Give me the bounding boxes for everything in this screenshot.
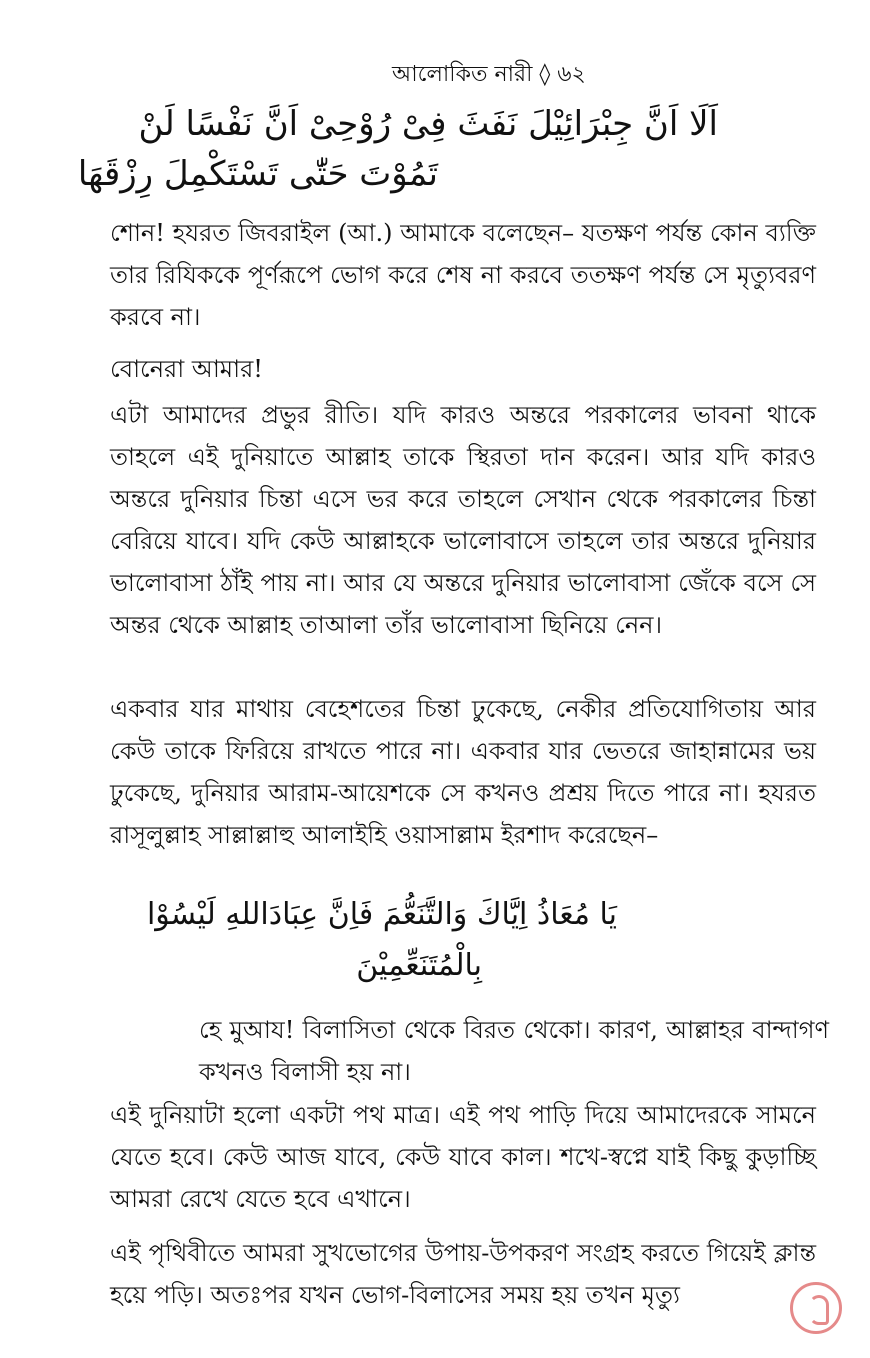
- paragraph-3: এটা আমাদের প্রভুর রীতি। যদি কারও অন্তরে পরকালের ভাবনা থাকে তাহলে এই দুনিয়াতে আল্লাহ তাকে স্থিরতা দান করেন। আর যদি কারও অন্তরে দুনিয়ার চিন্তা এসে ভর করে তাহলে সেখান থেকে পরকালের চিন্তা বেরিয়ে যাবে। যদি কেউ আল্লাহকে ভালোবাসে তাহলে তার অন্তরে দুনিয়ার ভালোবাসা ঠাঁই পায় না। আর যে অন্তরে দুনিয়ার ভালোবাসা জেঁকে বসে সে অন্তর থেকে আল্লাহ তাআলা তাঁর ভালোবাসা ছিনিয়ে নেন।: [110, 401, 816, 639]
- circular-logo-stamp-icon: [790, 1282, 842, 1334]
- hadith-arabic-line-1: يَا مُعَاذُ اِيَّاكَ وَالتَّنَعُّمَ فَاِنَّ عِبَادَاللهِ لَيْسُوْا: [146, 897, 617, 932]
- paragraph-4: একবার যার মাথায় বেহেশতের চিন্তা ঢুকেছে, নেকীর প্রতিযোগিতায় আর কেউ তাকে ফিরিয়ে রাখতে পারে না। একবার যার ভেতরে জাহান্নামের ভয় ঢুকেছে, দুনিয়ার আরাম-আয়েশকে সে কখনও প্রশ্রয় দিতে পারে না। হযরত রাসূলুল্লাহ সাল্লাল্লাহু আলাইহি ওয়াসাল্লাম ইরশাদ করেছেন–: [110, 695, 816, 849]
- arabic-verse-line-2: تَمُوْتَ حَتّٰى تَسْتَكْمِلَ رِزْقَهَا: [77, 154, 438, 194]
- arabic-verse-line-1: اَلَا اَنَّ جِبْرَائِيْلَ نَفَثَ فِىْ رُوْحِىْ اَنَّ نَفْسًا لَنْ: [138, 104, 718, 144]
- page-header: আলোকিত নারী ◊ ৬২: [392, 62, 586, 87]
- hadith-translation: হে মুআয! বিলাসিতা থেকে বিরত থেকো। কারণ, আল্লাহর বান্দাগণ কখনও বিলাসী হয় না।: [199, 1016, 829, 1086]
- paragraph-6: এই পৃথিবীতে আমরা সুখভোগের উপায়-উপকরণ সংগ্রহ করতে গিয়েই ক্লান্ত হয়ে পড়ি। অতঃপর যখন ভোগ-বিলাসের সময় হয় তখন মৃত্যু: [110, 1239, 816, 1309]
- hadith-arabic-line-2: بِالْمُتَنَعِّمِيْنَ: [356, 948, 482, 983]
- paragraph-1: শোন! হযরত জিবরাইল (আ.) আমাকে বলেছেন– যতক্ষণ পর্যন্ত কোন ব্যক্তি তার রিযিককে পূর্ণরূপে ভোগ করে শেষ না করবে ততক্ষণ পর্যন্ত সে মৃত্যুবরণ করবে না।: [110, 219, 816, 331]
- paragraph-2: বোনেরা আমার!: [110, 355, 263, 383]
- paragraph-5: এই দুনিয়াটা হলো একটা পথ মাত্র। এই পথ পাড়ি দিয়ে আমাদেরকে সামনে যেতে হবে। কেউ আজ যাবে, কেউ যাবে কাল। শখে-স্বপ্নে যাই কিছু কুড়াচ্ছি আমরা রেখে যেতে হবে এখানে।: [110, 1101, 816, 1213]
